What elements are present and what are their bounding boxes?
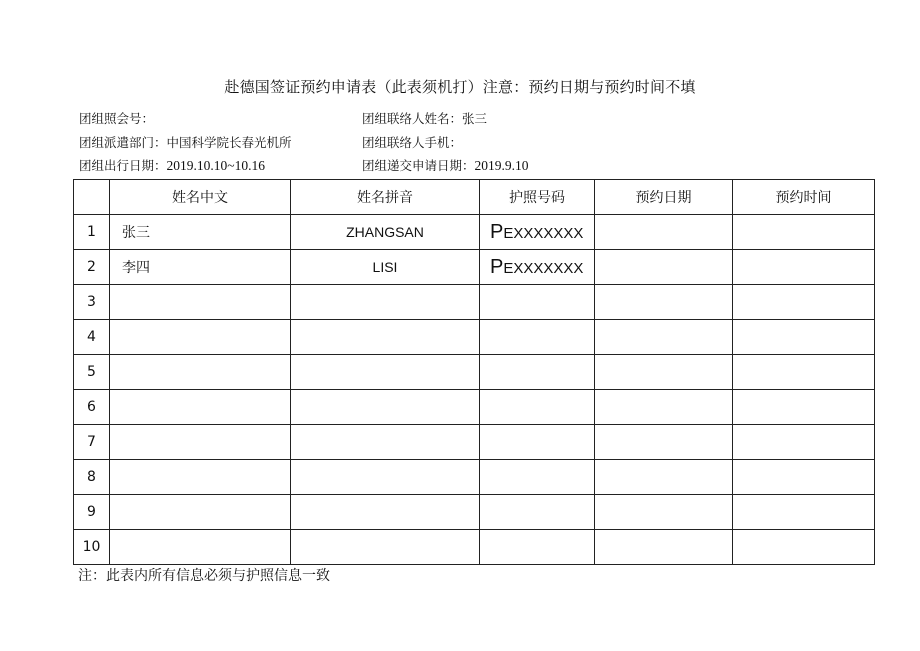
- cell-appointment-date: [595, 320, 733, 355]
- cell-chinese-name: [110, 390, 291, 425]
- cell-pinyin-name: [291, 390, 480, 425]
- dept-label: 团组派遣部门：: [79, 135, 167, 150]
- passport-rest: EXXXXXXX: [503, 224, 584, 242]
- cell-appointment-date: [595, 425, 733, 460]
- row-index: 1: [74, 215, 110, 250]
- table-row: [74, 460, 875, 495]
- cell-passport-no: [480, 425, 595, 460]
- cell-appointment-time: [733, 355, 875, 390]
- cell-chinese-name: [110, 425, 291, 460]
- table-row: [74, 425, 875, 460]
- row-index: 9: [74, 495, 110, 530]
- cell-pinyin-name: [291, 495, 480, 530]
- row-index: 3: [74, 285, 110, 320]
- cell-chinese-name: [110, 320, 291, 355]
- table-row: [74, 390, 875, 425]
- passport-no-label: 团组照会号：: [79, 111, 155, 126]
- cell-passport-no: [480, 460, 595, 495]
- header-appointment-date: 预约日期: [595, 180, 733, 215]
- cell-pinyin-name: [291, 285, 480, 320]
- dept-field: [79, 133, 292, 151]
- cell-pinyin-name: [291, 320, 480, 355]
- contact-phone-label: 团组联络人手机：: [362, 135, 463, 150]
- cell-appointment-date: [595, 215, 733, 250]
- row-index: 5: [74, 355, 110, 390]
- cell-pinyin-name: [291, 425, 480, 460]
- cell-appointment-date: [595, 530, 733, 565]
- cell-pinyin-name: [291, 530, 480, 565]
- row-index: 4: [74, 320, 110, 355]
- cell-chinese-name: 李四: [110, 250, 291, 285]
- cell-appointment-time: [733, 285, 875, 320]
- contact-name-label: 团组联络人姓名：: [362, 111, 463, 126]
- passport-prefix: P: [490, 220, 504, 243]
- cell-passport-no: [480, 320, 595, 355]
- header-index: [74, 180, 110, 215]
- contact-name-field: [362, 109, 487, 127]
- cell-pinyin-name: LISI: [291, 250, 480, 285]
- cell-passport-no: [480, 215, 595, 250]
- row-index: 7: [74, 425, 110, 460]
- cell-pinyin-name: ZHANGSAN: [291, 215, 480, 250]
- form-title: 赴德国签证预约申请表（此表须机打）注意：预约日期与预约时间不填: [224, 78, 696, 96]
- applicant-table: [73, 179, 875, 565]
- cell-appointment-time: [733, 250, 875, 285]
- header-passport-no: 护照号码: [480, 180, 595, 215]
- cell-chinese-name: [110, 495, 291, 530]
- table-row: [74, 355, 875, 390]
- header-chinese-name: 姓名中文: [110, 180, 291, 215]
- table-row: [74, 320, 875, 355]
- row-index: 10: [74, 530, 110, 565]
- table-header-row: [74, 180, 875, 215]
- cell-pinyin-name: [291, 355, 480, 390]
- contact-phone-field: [362, 133, 462, 151]
- contact-name-value: 张三: [462, 111, 488, 126]
- cell-pinyin-name: [291, 460, 480, 495]
- travel-date-field: [79, 156, 265, 174]
- cell-appointment-date: [595, 285, 733, 320]
- cell-appointment-time: [733, 495, 875, 530]
- cell-passport-no: [480, 390, 595, 425]
- dept-value: 中国科学院长春光机所: [166, 135, 292, 150]
- cell-appointment-time: [733, 425, 875, 460]
- submit-date-value: 2019.9.10: [474, 158, 529, 173]
- passport-prefix: P: [490, 255, 504, 278]
- cell-passport-no: [480, 495, 595, 530]
- passport-rest: EXXXXXXX: [503, 259, 584, 277]
- passport-no-field: [79, 109, 154, 127]
- cell-appointment-time: [733, 390, 875, 425]
- cell-appointment-time: [733, 530, 875, 565]
- cell-appointment-time: [733, 215, 875, 250]
- header-appointment-time: 预约时间: [733, 180, 875, 215]
- submit-date-label: 团组递交申请日期：: [362, 158, 475, 173]
- row-index: 2: [74, 250, 110, 285]
- cell-passport-no: [480, 530, 595, 565]
- table-row: [74, 215, 875, 250]
- submit-date-field: [362, 156, 529, 174]
- cell-appointment-date: [595, 355, 733, 390]
- travel-date-label: 团组出行日期：: [79, 158, 167, 173]
- travel-date-value: 2019.10.10~10.16: [166, 158, 265, 173]
- cell-chinese-name: [110, 355, 291, 390]
- cell-passport-no: [480, 250, 595, 285]
- table-row: [74, 285, 875, 320]
- cell-chinese-name: 张三: [110, 215, 291, 250]
- header-pinyin-name: 姓名拼音: [291, 180, 480, 215]
- cell-chinese-name: [110, 285, 291, 320]
- cell-chinese-name: [110, 530, 291, 565]
- footnote: 注：此表内所有信息必须与护照信息一致: [78, 568, 330, 584]
- table-row: [74, 250, 875, 285]
- cell-appointment-date: [595, 250, 733, 285]
- cell-appointment-date: [595, 495, 733, 530]
- cell-appointment-date: [595, 390, 733, 425]
- cell-chinese-name: [110, 460, 291, 495]
- cell-appointment-time: [733, 320, 875, 355]
- row-index: 8: [74, 460, 110, 495]
- cell-appointment-time: [733, 460, 875, 495]
- cell-passport-no: [480, 285, 595, 320]
- table-row: [74, 495, 875, 530]
- cell-appointment-date: [595, 460, 733, 495]
- table-row: [74, 530, 875, 565]
- cell-passport-no: [480, 355, 595, 390]
- row-index: 6: [74, 390, 110, 425]
